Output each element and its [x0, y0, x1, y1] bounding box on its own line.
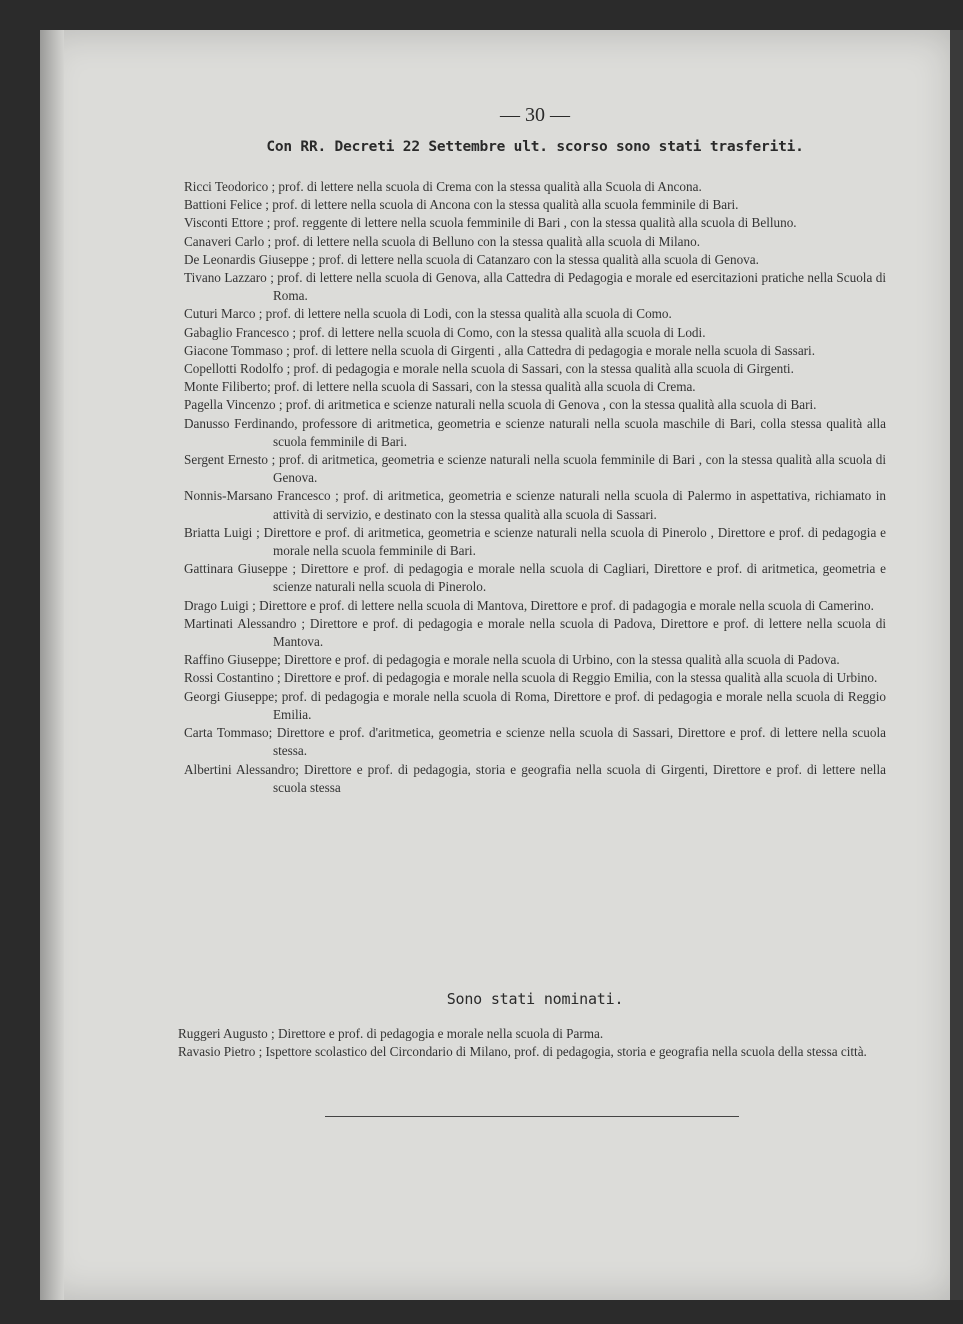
nomination-entry: Ravasio Pietro ; Ispettore scolastico del Circondario di Milano, prof. di pedagogia, storia e geografia nella scuola della stessa città. [178, 1044, 867, 1060]
transfer-entry: Danusso Ferdinando, professore di aritmetica, geometria e scienze naturali nella scuola maschile di Bari, colla stessa qualità alla scuola femminile di Bari. [184, 415, 886, 449]
transfer-entry: Briatta Luigi ; Direttore e prof. di aritmetica, geometria e scienze naturali nella scuola di Pinerolo , Direttore e prof. di pedagogia e morale nella scuola femminile di Bari. [184, 524, 886, 559]
transfer-entry: Albertini Alessandro; Direttore e prof. di pedagogia, storia e geografia nella scuola di Girgenti, Direttore e prof. di lettere nella scuola stessa [184, 761, 886, 795]
transfer-entry: Ricci Teodorico ; prof. di lettere nella scuola di Crema con la stessa qualità alla Scuola di Ancona. [184, 179, 702, 194]
transfer-entry: Pagella Vincenzo ; prof. di aritmetica e scienze naturali nella scuola di Genova , con la stessa qualità alla scuola di Bari. [184, 397, 817, 413]
transfer-entry: Carta Tommaso; Direttore e prof. d'aritmetica, geometria e scienze nella scuola di Sassari, Direttore e prof. di lettere nella scuola stessa. [184, 725, 886, 759]
transfer-entry: Rossi Costantino ; Direttore e prof. di pedagogia e morale nella scuola di Reggio Emilia, con la stessa qualità alla scuola di Urbino. [184, 670, 878, 686]
transfer-entry: Battioni Felice ; prof. di lettere nella scuola di Ancona con la stessa qualità alla scuola femminile di Bari. [184, 197, 739, 213]
transfer-entry: De Leonardis Giuseppe ; prof. di lettere nella scuola di Catanzaro con la stessa qualità alla scuola di Genova. [184, 251, 759, 267]
scan-bottom-border [0, 1300, 963, 1324]
transfer-entry: Martinati Alessandro ; Direttore e prof. di pedagogia e morale nella scuola di Padova, Direttore e prof. di lettere nella scuola di Mantova. [184, 615, 886, 650]
transfer-list [184, 178, 886, 797]
transfer-entry: Copellotti Rodolfo ; prof. di pedagogia e morale nella scuola di Sassari, con la stessa qualità alla scuola di Girgenti. [184, 361, 794, 377]
transfer-entry: Cuturi Marco ; prof. di lettere nella scuola di Lodi, con la stessa qualità alla scuola di Como. [184, 306, 672, 322]
page-binding-edge [40, 30, 64, 1300]
heading-transfers: Con RR. Decreti 22 Settembre ult. scorso sono stati trasferiti. [266, 139, 804, 155]
transfer-entry: Gattinara Giuseppe ; Direttore e prof. di pedagogia e morale nella scuola di Cagliari, Direttore e prof. di aritmetica, geometria e scienze naturali nella scuola di Pinerolo. [184, 561, 886, 595]
transfer-entry: Tivano Lazzaro ; prof. di lettere nella scuola di Genova, alla Cattedra di Pedagogia e morale ed esercitazioni pratiche nella Scuola di Roma. [184, 270, 886, 304]
transfer-entry: Visconti Ettore ; prof. reggente di lettere nella scuola femminile di Bari , con la stessa qualità alla scuola di Belluno. [184, 215, 797, 231]
transfer-entry: Drago Luigi ; Direttore e prof. di lettere nella scuola di Mantova, Direttore e prof. di padagogia e morale nella scuola di Camerino. [184, 597, 874, 613]
page-right-edge [950, 30, 963, 1324]
transfer-entry: Raffino Giuseppe; Direttore e prof. di pedagogia e morale nella scuola di Urbino, con la stessa qualità alla scuola di Padova. [184, 652, 840, 668]
transfer-entry: Georgi Giuseppe; prof. di pedagogia e morale nella scuola di Roma, Direttore e prof. di pedagogia e morale nella scuola di Reggio Emilia. [184, 688, 886, 722]
transfer-entry: Gabaglio Francesco ; prof. di lettere nella scuola di Como, con la stessa qualità alla scuola di Lodi. [184, 324, 706, 340]
transfer-entry: Monte Filiberto; prof. di lettere nella scuola di Sassari, con la stessa qualità alla scuola di Crema. [184, 379, 696, 395]
transfer-entry: Sergent Ernesto ; prof. di aritmetica, geometria e scienze naturali nella scuola femminile di Bari , con la stessa qualità alla scuola di Genova. [184, 452, 886, 486]
nomination-list [178, 1025, 880, 1061]
closing-rule [325, 1116, 739, 1117]
transfer-entry: Giacone Tommaso ; prof. di lettere nella scuola di Girgenti , alla Cattedra di pedagogia e morale nella scuola di Sassari. [184, 342, 816, 358]
page-number: — 30 — [500, 104, 570, 126]
transfer-entry: Nonnis-Marsano Francesco ; prof. di aritmetica, geometria e scienze naturali nella scuola di Palermo in aspettativa, richiamato in attività di servizio, e destinato con la stessa qualità alla scuola di Sassari. [184, 488, 886, 522]
nomination-entry: Ruggeri Augusto ; Direttore e prof. di pedagogia e morale nella scuola di Parma. [178, 1026, 604, 1041]
transfer-entry: Canaveri Carlo ; prof. di lettere nella scuola di Belluno con la stessa qualità alla scuola di Milano. [184, 233, 700, 249]
heading-nominations: Sono stati nominati. [446, 990, 624, 1008]
